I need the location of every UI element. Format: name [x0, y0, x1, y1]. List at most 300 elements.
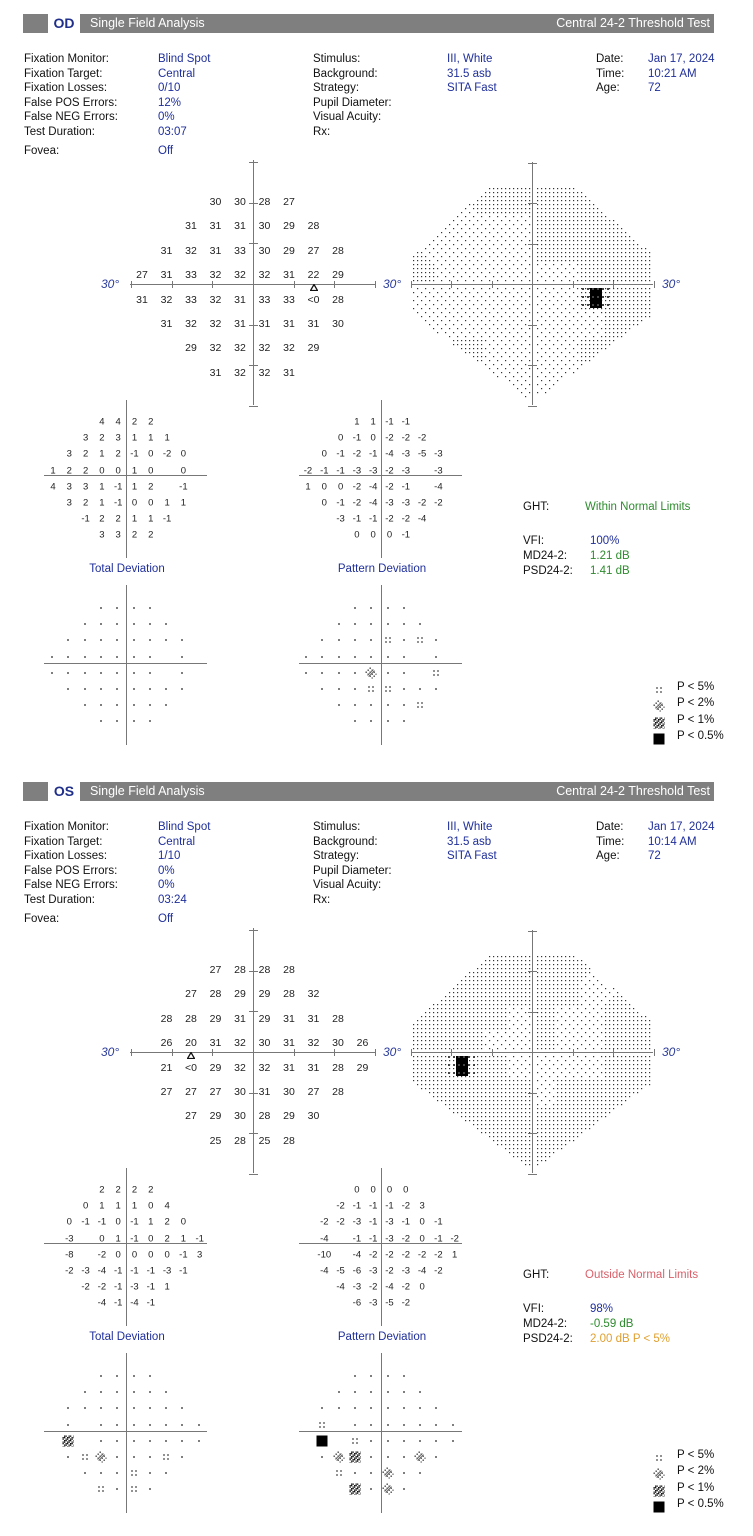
normal-point-icon [112, 633, 123, 644]
pattern-deviation-value: 1 [452, 1249, 458, 1261]
info-value: 10:14 AM [648, 835, 697, 848]
total-deviation-value: -3 [81, 1265, 90, 1277]
threshold-value: 27 [185, 1086, 197, 1098]
normal-point-icon [144, 649, 155, 660]
total-deviation-value: -1 [81, 1216, 90, 1228]
threshold-value: 27 [209, 1086, 222, 1098]
info-value: 0% [158, 864, 175, 877]
normal-point-icon [63, 633, 74, 644]
pattern-deviation-value: -5 [417, 448, 427, 460]
info-label: Rx: [313, 894, 331, 906]
info-label: Age: [596, 82, 620, 95]
pattern-deviation-value: -1 [336, 465, 345, 477]
pattern-deviation-value: -3 [434, 465, 443, 477]
threshold-value: 27 [307, 244, 320, 257]
index-value: 100% [590, 535, 620, 547]
threshold-value: 29 [185, 342, 197, 355]
normal-point-icon [128, 1401, 139, 1412]
threshold-value: 32 [258, 269, 271, 282]
pattern-deviation-value: -2 [385, 465, 394, 477]
threshold-value: 27 [283, 196, 295, 208]
total-deviation-value: -1 [195, 1233, 204, 1245]
normal-point-icon [349, 682, 360, 693]
index-label: MD24-2: [523, 550, 568, 562]
info-label: Pupil Diameter: [313, 864, 392, 877]
total-deviation-value: 0 [115, 1249, 121, 1261]
threshold-value: 27 [307, 1086, 320, 1098]
pattern-deviation-value: -2 [401, 513, 411, 525]
normal-point-icon [79, 649, 90, 660]
normal-point-icon [398, 1401, 409, 1412]
pattern-deviation-value: -4 [385, 448, 394, 460]
normal-point-icon [366, 1466, 377, 1477]
pattern-deviation-value: -4 [417, 1265, 427, 1277]
normal-point-icon [415, 1466, 426, 1477]
normal-point-icon [128, 1450, 139, 1461]
normal-point-icon [366, 1369, 377, 1380]
threshold-value: 28 [307, 220, 320, 233]
normal-point-icon [161, 1385, 172, 1396]
normal-point-icon [79, 665, 90, 676]
p-less-5-icon [415, 633, 426, 644]
total-deviation-value: 3 [115, 432, 121, 444]
total-deviation-vertical-axis [126, 400, 127, 558]
pattern-deviation-value: -2 [401, 1297, 411, 1309]
pattern-deviation-value: -4 [368, 481, 378, 493]
normal-point-icon [144, 1417, 155, 1428]
normal-point-icon [112, 714, 123, 725]
total-deviation-value: -4 [130, 1297, 139, 1309]
total-deviation-value: -4 [97, 1265, 107, 1277]
info-label: Background: [313, 835, 378, 848]
normal-point-icon [382, 1433, 393, 1444]
threshold-value: 30 [234, 196, 246, 208]
p-less-0-5-icon [317, 1433, 328, 1444]
pattern-deviation-value: -10 [317, 1249, 332, 1261]
normal-point-icon [317, 682, 328, 693]
normal-point-icon [382, 649, 393, 660]
threshold-value: 29 [307, 342, 320, 355]
normal-point-icon [79, 698, 90, 709]
pattern-deviation-value: 0 [386, 529, 393, 541]
normal-point-icon [317, 649, 328, 660]
normal-point-icon [333, 665, 344, 676]
info-value: 03:07 [158, 126, 187, 138]
total-deviation-value: 2 [82, 465, 89, 477]
threshold-value: 32 [185, 318, 197, 330]
p-less-5-icon [333, 1466, 344, 1477]
pattern-deviation-value: 0 [419, 1216, 425, 1228]
pattern-deviation-value: -4 [417, 513, 427, 525]
normal-point-icon [398, 1482, 409, 1493]
normal-point-icon [415, 1401, 426, 1412]
pattern-deviation-vertical-axis [381, 400, 382, 558]
info-label: Date: [596, 821, 624, 833]
total-deviation-value: 1 [148, 513, 154, 525]
total-deviation-value: 4 [50, 481, 56, 493]
threshold-value: 26 [160, 1037, 173, 1050]
total-deviation-value: 2 [148, 1184, 154, 1196]
fovea-label: Fovea: [24, 145, 60, 157]
normal-point-icon [415, 617, 426, 628]
total-deviation-value: 0 [148, 1200, 154, 1212]
pattern-deviation-value: 0 [354, 529, 360, 541]
p-less-5-icon [431, 665, 442, 676]
pattern-deviation-value: -4 [320, 1265, 329, 1277]
pattern-deviation-value: 1 [354, 416, 360, 428]
threshold-value: 30 [283, 1086, 295, 1098]
pattern-deviation-value: -2 [385, 1265, 394, 1277]
info-label: Date: [596, 53, 624, 65]
threshold-value: 32 [258, 342, 271, 355]
info-value: Jan 17, 2024 [648, 821, 715, 833]
threshold-value: 28 [332, 1086, 344, 1098]
legend-label: P < 1% [677, 713, 715, 726]
normal-point-icon [95, 601, 106, 612]
normal-point-icon [79, 1401, 90, 1412]
threshold-value: 31 [209, 366, 222, 379]
pattern-deviation-value: -3 [401, 465, 411, 477]
pattern-deviation-value: -2 [352, 481, 362, 493]
p-less-1-icon [63, 1433, 74, 1444]
normal-point-icon [128, 714, 139, 725]
total-deviation-value: -2 [97, 1281, 107, 1293]
pattern-deviation-value: -3 [352, 1216, 362, 1228]
pattern-deviation-value: 0 [321, 481, 327, 493]
p-less-5-icon [128, 1482, 139, 1493]
threshold-value: 31 [160, 318, 173, 330]
normal-point-icon [366, 1433, 377, 1444]
total-deviation-value: 2 [148, 481, 154, 493]
threshold-value: 30 [307, 1110, 320, 1123]
pattern-deviation-value: -4 [352, 1249, 362, 1261]
normal-point-icon [144, 1369, 155, 1380]
threshold-value: 32 [209, 293, 222, 306]
info-label: Test Duration: [24, 126, 95, 138]
normal-point-icon [193, 1417, 204, 1428]
info-value: Jan 17, 2024 [648, 53, 715, 65]
pattern-deviation-value: -4 [368, 497, 378, 509]
total-deviation-value: 2 [115, 448, 121, 460]
p-less-1-icon [349, 1482, 360, 1493]
threshold-value: 29 [209, 1012, 222, 1025]
normal-point-icon [333, 1401, 344, 1412]
info-value: Blind Spot [158, 821, 211, 833]
pattern-deviation-value: 0 [370, 432, 376, 444]
threshold-value: 31 [209, 1037, 222, 1050]
total-deviation-value: 1 [99, 1200, 105, 1212]
pattern-deviation-prob-horizontal-axis [299, 663, 462, 664]
total-deviation-value: 4 [115, 416, 121, 428]
total-deviation-value: 2 [148, 416, 154, 428]
normal-point-icon [177, 665, 188, 676]
threshold-value: 31 [307, 1012, 320, 1025]
normal-point-icon [144, 1466, 155, 1477]
threshold-value: 32 [307, 1037, 320, 1050]
total-deviation-value: 0 [66, 1216, 72, 1228]
threshold-value: 32 [307, 988, 320, 1001]
normal-point-icon [415, 682, 426, 693]
normal-point-icon [128, 698, 139, 709]
axis-label-middle: 30° [383, 277, 402, 291]
normal-point-icon [382, 665, 393, 676]
total-deviation-value: 2 [131, 1184, 138, 1196]
total-deviation-value: 0 [148, 1233, 154, 1245]
total-deviation-value: 2 [131, 416, 138, 428]
pattern-deviation-value: -3 [352, 465, 362, 477]
pattern-deviation-value: -1 [368, 448, 378, 460]
total-deviation-value: -1 [146, 1297, 156, 1309]
pattern-deviation-value: 0 [386, 1184, 393, 1196]
pattern-deviation-value: -6 [352, 1265, 362, 1277]
total-deviation-value: -1 [81, 513, 90, 525]
total-deviation-value: -4 [97, 1297, 107, 1309]
total-deviation-value: 0 [148, 465, 154, 477]
info-label: Stimulus: [313, 53, 361, 65]
normal-point-icon [112, 1385, 123, 1396]
pattern-deviation-value: -2 [385, 1249, 394, 1261]
pattern-deviation-value: -4 [385, 1281, 394, 1293]
threshold-value: 29 [258, 988, 271, 1001]
info-value: Blind Spot [158, 53, 211, 65]
pattern-deviation-value: 1 [305, 481, 311, 493]
pattern-deviation-value: -2 [417, 497, 427, 509]
pattern-deviation-value: -2 [417, 432, 427, 444]
total-deviation-value: 0 [180, 448, 187, 460]
normal-point-icon [95, 714, 106, 725]
normal-point-icon [161, 1433, 172, 1444]
threshold-value: 27 [209, 964, 222, 976]
pattern-deviation-value: 1 [370, 416, 376, 428]
pattern-deviation-value: -2 [434, 1249, 443, 1261]
threshold-value: 28 [332, 1061, 344, 1074]
p-less-2-icon [654, 699, 665, 710]
normal-point-icon [128, 633, 139, 644]
info-value: 0% [158, 879, 175, 892]
normal-point-icon [112, 601, 123, 612]
report-title: Single Field Analysis [90, 16, 205, 30]
normal-point-icon [144, 665, 155, 676]
threshold-value: 29 [234, 988, 246, 1001]
normal-point-icon [349, 601, 360, 612]
normal-point-icon [366, 617, 377, 628]
p-less-2-icon [382, 1482, 393, 1493]
normal-point-icon [161, 617, 172, 628]
p-less-5-icon [654, 1451, 665, 1462]
normal-point-icon [431, 649, 442, 660]
normal-point-icon [317, 1401, 328, 1412]
total-deviation-value: 3 [197, 1249, 203, 1261]
info-label: False POS Errors: [24, 96, 118, 109]
total-deviation-value: 1 [164, 1281, 170, 1293]
pattern-deviation-value: -1 [401, 481, 411, 493]
normal-point-icon [95, 1401, 106, 1412]
info-label: False NEG Errors: [24, 111, 118, 124]
pattern-deviation-value: -4 [434, 481, 443, 493]
threshold-value: 32 [258, 366, 271, 379]
normal-point-icon [95, 1466, 106, 1477]
threshold-value: 27 [136, 269, 148, 282]
total-deviation-value: 1 [99, 448, 105, 460]
info-value: 12% [158, 96, 182, 109]
normal-point-icon [144, 1482, 155, 1493]
normal-point-icon [63, 682, 74, 693]
threshold-value: 28 [234, 1134, 246, 1147]
threshold-value: 32 [160, 293, 173, 306]
pattern-deviation-value: -2 [303, 465, 313, 477]
threshold-value: 28 [283, 988, 295, 1001]
normal-point-icon [144, 1450, 155, 1461]
p-less-0-5-icon [654, 1499, 665, 1510]
p-less-5-icon [79, 1450, 90, 1461]
normal-point-icon [112, 1417, 123, 1428]
threshold-value: 31 [185, 220, 197, 233]
pattern-deviation-value: 0 [337, 432, 344, 444]
total-deviation-value: -1 [130, 448, 139, 460]
pattern-deviation-value: -3 [336, 513, 345, 525]
normal-point-icon [349, 698, 360, 709]
normal-point-icon [144, 714, 155, 725]
threshold-value: 31 [258, 318, 271, 330]
legend-label: P < 5% [677, 1449, 715, 1461]
threshold-value: 28 [258, 964, 271, 976]
normal-point-icon [366, 601, 377, 612]
threshold-value: 30 [209, 196, 222, 208]
total-deviation-value: -1 [146, 1265, 156, 1277]
total-deviation-value: 1 [131, 481, 138, 493]
threshold-value: 31 [209, 220, 222, 233]
info-label: Pupil Diameter: [313, 96, 392, 109]
pattern-deviation-value: -3 [401, 448, 411, 460]
total-deviation-value: 2 [82, 497, 89, 509]
pattern-deviation-value: -1 [320, 465, 329, 477]
normal-point-icon [112, 682, 123, 693]
total-deviation-value: 1 [99, 481, 105, 493]
threshold-value: 30 [332, 318, 344, 330]
normal-point-icon [349, 617, 360, 628]
pattern-deviation-value: -2 [401, 1233, 411, 1245]
normal-point-icon [112, 1433, 123, 1444]
threshold-value: 33 [283, 293, 295, 306]
total-deviation-value: 0 [180, 465, 187, 477]
pattern-deviation-value: -4 [320, 1233, 329, 1245]
threshold-value: 29 [209, 1061, 222, 1074]
total-deviation-value: -1 [113, 1297, 123, 1309]
total-deviation-value: 0 [115, 1216, 121, 1228]
threshold-value: 32 [209, 342, 222, 355]
threshold-value: 31 [160, 244, 173, 257]
ght-label: GHT: [523, 501, 550, 513]
normal-point-icon [128, 665, 139, 676]
total-deviation-title: Total Deviation [89, 563, 165, 575]
fovea-value: Off [158, 145, 174, 157]
normal-point-icon [112, 649, 123, 660]
normal-point-icon [382, 1385, 393, 1396]
pattern-deviation-value: 3 [419, 1200, 425, 1212]
threshold-value: 31 [283, 1061, 295, 1074]
info-label: Time: [596, 67, 625, 80]
total-deviation-value: -1 [179, 481, 188, 493]
normal-point-icon [382, 1450, 393, 1461]
normal-point-icon [398, 714, 409, 725]
pattern-deviation-value: -2 [320, 1216, 329, 1228]
total-deviation-value: 1 [148, 1216, 154, 1228]
normal-point-icon [333, 682, 344, 693]
total-deviation-value: -3 [65, 1233, 74, 1245]
normal-point-icon [382, 1417, 393, 1428]
pattern-deviation-value: -2 [450, 1233, 459, 1245]
p-less-5-icon [382, 633, 393, 644]
normal-point-icon [161, 1401, 172, 1412]
normal-point-icon [317, 1450, 328, 1461]
normal-point-icon [112, 617, 123, 628]
normal-point-icon [112, 1466, 123, 1477]
pattern-deviation-value: -1 [368, 1233, 378, 1245]
total-deviation-value: 1 [148, 432, 154, 444]
pattern-deviation-value: -3 [385, 1216, 394, 1228]
normal-point-icon [398, 698, 409, 709]
info-value: 10:21 AM [648, 67, 697, 80]
p-less-5-icon [349, 1433, 360, 1444]
pattern-deviation-value: 0 [337, 481, 344, 493]
total-deviation-value: 1 [131, 465, 138, 477]
normal-point-icon [177, 1417, 188, 1428]
info-label: Time: [596, 835, 625, 848]
pattern-deviation-value: -1 [352, 432, 362, 444]
threshold-value: 28 [258, 1110, 271, 1123]
total-deviation-value: 1 [115, 1233, 121, 1245]
ght-value: Outside Normal Limits [585, 1269, 699, 1281]
fovea-label: Fovea: [24, 913, 60, 925]
pattern-deviation-value: 0 [370, 529, 376, 541]
pattern-deviation-value: -1 [401, 1216, 411, 1228]
info-label: Fixation Monitor: [24, 821, 110, 833]
normal-point-icon [95, 1433, 106, 1444]
info-value: 31.5 asb [447, 835, 492, 848]
axis-label-middle: 30° [383, 1045, 402, 1059]
threshold-value: 20 [185, 1037, 197, 1050]
normal-point-icon [415, 1417, 426, 1428]
normal-point-icon [398, 1450, 409, 1461]
threshold-value: 31 [136, 293, 148, 306]
normal-point-icon [95, 1385, 106, 1396]
normal-point-icon [317, 633, 328, 644]
total-deviation-value: -2 [97, 1249, 107, 1261]
normal-point-icon [301, 665, 312, 676]
normal-point-icon [193, 1433, 204, 1444]
pattern-deviation-value: -1 [352, 513, 362, 525]
threshold-value: 33 [234, 244, 246, 257]
threshold-value: 30 [258, 244, 271, 257]
threshold-value: 28 [283, 1134, 295, 1147]
total-deviation-value: -8 [65, 1249, 74, 1261]
threshold-value: 31 [160, 269, 173, 282]
normal-point-icon [431, 1417, 442, 1428]
normal-point-icon [431, 633, 442, 644]
total-deviation-value: 1 [131, 432, 138, 444]
threshold-value: 32 [234, 1037, 246, 1050]
info-label: Fixation Losses: [24, 850, 108, 863]
normal-point-icon [349, 1385, 360, 1396]
total-deviation-value: 0 [99, 465, 105, 477]
threshold-value: 28 [258, 196, 271, 208]
info-label: Fixation Losses: [24, 82, 108, 95]
threshold-value: 28 [332, 293, 344, 306]
pattern-deviation-value: -2 [352, 497, 362, 509]
normal-point-icon [366, 633, 377, 644]
normal-point-icon [95, 649, 106, 660]
normal-point-icon [349, 633, 360, 644]
